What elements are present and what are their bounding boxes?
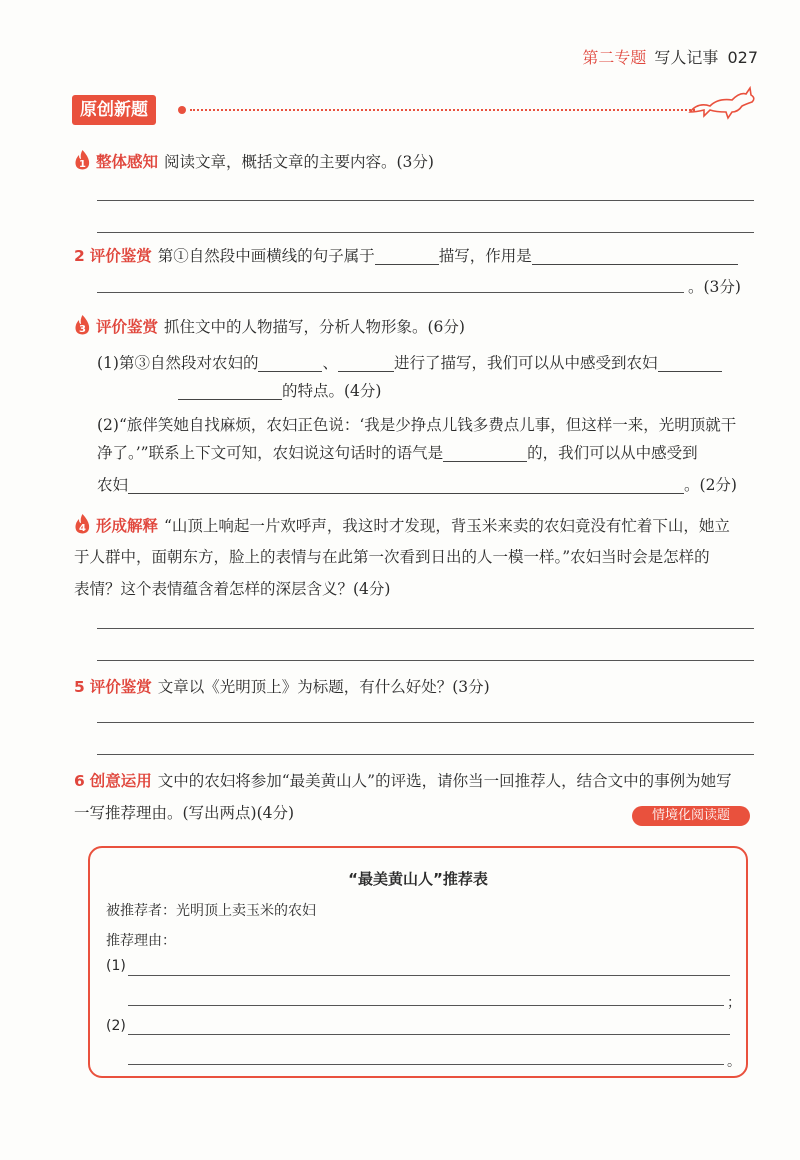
reason-line xyxy=(128,1034,730,1035)
question-1 xyxy=(74,150,434,173)
page-number: 027 xyxy=(727,48,758,67)
question-3-sub1-end xyxy=(178,380,381,402)
reason-2-end: 。 xyxy=(727,1054,741,1070)
reason-line xyxy=(128,1064,724,1065)
question-6 xyxy=(74,770,732,792)
question-2-text-b: 描写，作用是 xyxy=(438,247,532,265)
question-5 xyxy=(74,676,490,698)
answer-line xyxy=(97,660,754,661)
form-title: “最美黄山人”推荐表 xyxy=(348,870,488,888)
reason-1-end: ； xyxy=(727,995,741,1011)
flame-icon xyxy=(74,315,91,335)
question-5-text: 文章以《光明顶上》为标题，有什么好处？(3分) xyxy=(157,678,490,696)
question-6-number: 6 xyxy=(74,772,85,790)
question-2 xyxy=(74,245,738,267)
flame-icon xyxy=(74,514,91,534)
reason-label: 推荐理由： xyxy=(106,933,176,949)
answer-blank xyxy=(338,353,394,372)
question-3 xyxy=(74,315,465,338)
question-2-text-a: 第①自然段中画横线的句子属于 xyxy=(157,247,375,265)
question-6-line1: 文中的农妇将参加“最美黄山人”的评选，请你当一回推荐人，结合文中的事例为她写 xyxy=(157,772,732,790)
answer-blank xyxy=(375,246,439,265)
sub2-text-a: 净了。’”联系上下文可知，农妇说这句话时的语气是 xyxy=(97,444,444,462)
sub1-text-b: 、 xyxy=(322,354,338,372)
question-3-sub2-line3 xyxy=(97,474,737,496)
question-3-sub2-line1: (2)“旅伴笑她自找麻烦，农妇正色说：‘我是少挣点儿钱多费点儿事，但这样一来，光明顶就干 xyxy=(97,416,737,434)
sub1-text-d: 的特点。(4分) xyxy=(282,382,382,400)
cat-icon xyxy=(688,82,758,122)
section-tag: 原创新题 xyxy=(72,95,156,125)
question-6-line2: 一写推荐理由。(写出两点)(4分) xyxy=(74,804,295,822)
answer-blank xyxy=(443,443,527,462)
question-3-text: 抓住文中的人物描写，分析人物形象。(6分) xyxy=(163,318,465,336)
answer-line xyxy=(97,722,754,723)
answer-blank xyxy=(258,353,322,372)
answer-line xyxy=(97,292,684,293)
header-section: 第二专题 xyxy=(582,48,647,67)
header-topic: 写人记事 xyxy=(654,48,719,67)
reason-line xyxy=(128,975,730,976)
question-2-number: 2 xyxy=(74,247,85,265)
question-3-sub1 xyxy=(97,352,722,374)
question-3-sub2-line2 xyxy=(97,442,698,464)
question-4-line2: 于人群中，面朝东方，脸上的表情与在此第一次看到日出的人一模一样。”农妇当时会是怎样的 xyxy=(74,548,710,566)
svg-text:3: 3 xyxy=(79,324,86,335)
question-2-end: 。(3分) xyxy=(688,278,741,296)
nominee-text: 被推荐者：光明顶上卖玉米的农妇 xyxy=(106,903,316,919)
sub2-text-b: 的，我们可以从中感受到 xyxy=(527,444,698,462)
sub2-text-c: 农妇 xyxy=(97,476,129,494)
flame-icon xyxy=(74,150,91,170)
question-1-text: 阅读文章，概括文章的主要内容。(3分) xyxy=(163,153,434,171)
question-4-line1: “山顶上响起一片欢呼声，我这时才发现，背玉米来卖的农妇竟没有忙着下山，她立 xyxy=(163,517,730,535)
question-5-label: 评价鉴赏 xyxy=(89,678,152,696)
question-6-label: 创意运用 xyxy=(89,772,152,790)
question-3-label: 评价鉴赏 xyxy=(95,318,158,336)
question-1-label: 整体感知 xyxy=(95,153,158,171)
running-header xyxy=(582,45,758,68)
reason-1-label: (1) xyxy=(106,958,126,974)
section-dotted-line xyxy=(190,109,695,111)
svg-text:4: 4 xyxy=(79,523,86,534)
question-5-number: 5 xyxy=(74,678,85,696)
answer-line xyxy=(97,232,754,233)
question-4 xyxy=(74,514,730,537)
answer-blank xyxy=(532,246,738,265)
question-4-label: 形成解释 xyxy=(95,517,158,535)
answer-blank xyxy=(128,475,684,494)
answer-line xyxy=(97,754,754,755)
sub1-text-a: (1)第③自然段对农妇的 xyxy=(97,354,259,372)
question-4-line3: 表情？这个表情蕴含着怎样的深层含义？(4分) xyxy=(74,580,391,598)
reason-2-label: (2) xyxy=(106,1018,126,1034)
question-2-label: 评价鉴赏 xyxy=(89,247,152,265)
answer-blank xyxy=(658,353,722,372)
answer-line xyxy=(97,200,754,201)
reason-line xyxy=(128,1005,724,1006)
sub2-text-d: 。(2分) xyxy=(684,476,737,494)
situational-badge: 情境化阅读题 xyxy=(632,806,750,826)
answer-blank xyxy=(178,381,282,400)
section-dot xyxy=(178,106,186,114)
answer-line xyxy=(97,628,754,629)
sub1-text-c: 进行了描写，我们可以从中感受到农妇 xyxy=(393,354,658,372)
svg-text:1: 1 xyxy=(79,159,86,170)
